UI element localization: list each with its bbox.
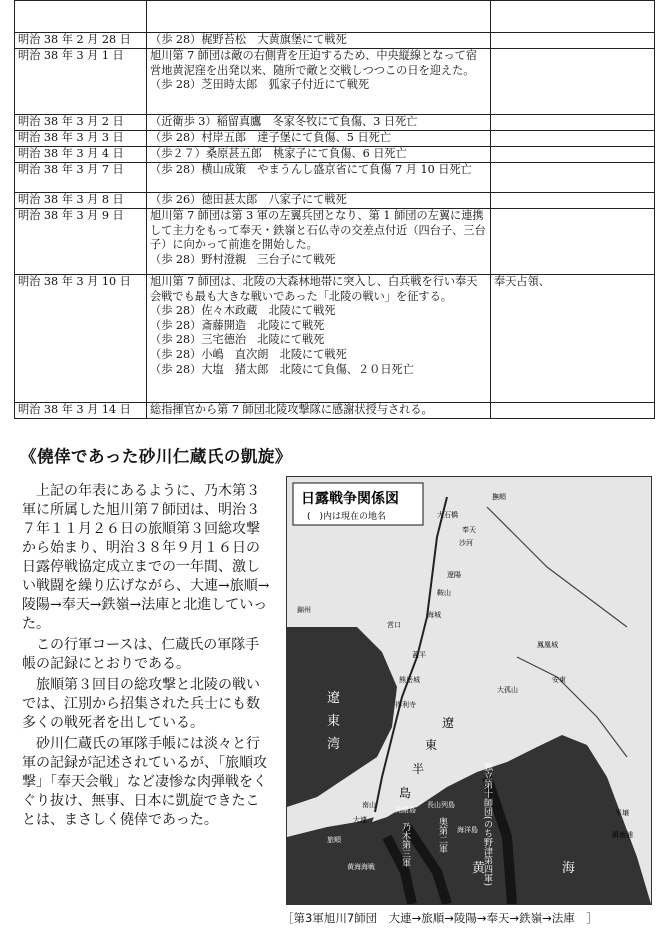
place-label: 鳳凰城 (537, 641, 558, 649)
date-cell: 明治 38 年 3 月 7 日 (15, 163, 147, 193)
body-text (22, 482, 272, 832)
events-cell: （歩 28）梶野苔松 大黄旗堡にて戦死 (147, 33, 491, 49)
paragraph: 旅順第３回目の総攻撃と北陵の戦いでは、江別から招集された兵士にも数多くの戦死者を出している。 (22, 677, 260, 731)
peninsula-label: 島 (399, 786, 412, 800)
army-label: 乃木第三軍 (400, 822, 410, 867)
table-row (15, 209, 655, 275)
sea-label: 湾 (327, 737, 341, 752)
sea-label: 海 (562, 861, 576, 876)
paragraph: この行軍コースは、仁蔵氏の軍隊手帳の記録にとおりである。 (22, 637, 260, 672)
peninsula-label: 半 (412, 762, 425, 776)
date-cell: 明治 38 年 3 月 1 日 (15, 49, 147, 115)
place-label: 蓋平 (412, 651, 426, 659)
place-label: 得利寺 (395, 701, 416, 709)
date-cell: 明治 38 年 2 月 28 日 (15, 33, 147, 49)
events-cell: （近衛歩 3）稲留真鷹 冬家冬牧にて負傷、3 日死亡 (147, 115, 491, 131)
place-label: 沙河 (459, 539, 473, 547)
table-row (15, 1, 655, 33)
events-cell: 総指揮官から第 7 師団北陵攻撃隊に感謝状授与される。 (147, 403, 491, 419)
war-map (286, 476, 652, 905)
remark-cell (491, 193, 655, 209)
date-cell: 明治 38 年 3 月 8 日 (15, 193, 147, 209)
place-label: 旅順 (327, 836, 341, 844)
date-cell: 明治 38 年 3 月 4 日 (15, 147, 147, 163)
events-cell: （歩 28）村岸五郎 達子堡にて負傷、5 日死亡 (147, 131, 491, 147)
table-row (15, 163, 655, 193)
place-label: 遼陽 (447, 571, 461, 579)
remark-cell (491, 115, 655, 131)
remark-cell (491, 209, 655, 275)
table-row (15, 275, 655, 403)
table-row (15, 147, 655, 163)
table-row (15, 193, 655, 209)
table-row (15, 33, 655, 49)
paragraph: 砂川仁蔵氏の軍隊手帳には淡々と行軍の記録が記述されているが、「旅順攻撃」「奉天会戦」など凄惨な肉弾戦をくぐり抜け、無事、日本に凱旋できたことは、まさしく僥倖であった。 (22, 736, 267, 828)
chronology-body (15, 1, 655, 419)
sea-label: 東 (327, 714, 341, 729)
events-cell (147, 1, 491, 33)
date-cell (15, 1, 147, 33)
place-label: 鞍山 (437, 589, 451, 597)
events-cell: （歩 28）横山成策 やまうんし盛京省にて負傷 7 月 10 日死亡 (147, 163, 491, 193)
events-cell: 旭川第 7 師団は、北陵の大森林地帯に突入し、白兵戦を行い奉天会戦でも最も大きな戦いであった「北陵の戦い」を征する。 （歩 28）佐々木政蔵 北陵にて戦死 （歩 28）斎藤開造 北陵にて戦死 （歩 28）三宅德治 北陵にて戦死 （歩 28）小嶋 直次朗 北陵にて戦死 （歩 28）大塩 猪太郎 北陵にて負傷、２０日死亡 (147, 275, 491, 403)
place-label: 奉天 (462, 526, 476, 534)
chronology-table (14, 0, 655, 419)
place-label: 長山列島 (427, 801, 455, 809)
events-cell: （歩 26）徳田甚太郎 八家子にて戦死 (147, 193, 491, 209)
war-map-svg (287, 477, 651, 904)
place-label: 撫順 (492, 493, 506, 501)
place-label: 熊岳城 (399, 676, 420, 684)
remark-cell (491, 33, 655, 49)
remark-cell (491, 49, 655, 115)
date-cell: 明治 38 年 3 月 9 日 (15, 209, 147, 275)
map-caption: ［第3軍旭川7師団 大連→旅順→陵陽→奉天→鉄嶺→法庫 ］ (282, 911, 598, 925)
sea-label: 遼 (327, 691, 341, 706)
date-cell: 明治 38 年 3 月 3 日 (15, 131, 147, 147)
place-label: 大連 (353, 816, 367, 824)
events-cell: 旭川第 7 師団は第 3 軍の左翼兵団となり、第 1 師団の左翼に連携して主力をもって奉天・鉄嶺と石仏寺の交差点付近（四台子、三台子）に向かって前進を開始した。 （歩 28）野村澄親 三台子にて戦死 (147, 209, 491, 275)
events-cell: 旭川第 7 師団は敵の右側背を圧迫するため、中央縦線となって宿営地黄泥窪を出発以来、随所で敵と交戦しつつこの日を迎えた。 （歩 28）芝田時太郎 狐家子付近にて戦死 (147, 49, 491, 115)
table-row (15, 115, 655, 131)
remark-cell (491, 1, 655, 33)
date-cell: 明治 38 年 3 月 10 日 (15, 275, 147, 403)
place-label: 光緒島 (395, 806, 416, 814)
section-title: 《僥倖であった砂川仁蔵氏の凱旋》 (20, 447, 292, 466)
table-row (15, 131, 655, 147)
place-label: 南山 (362, 801, 376, 809)
map-subtitle: ( )内は現在の地名 (307, 512, 387, 522)
table-row (15, 49, 655, 115)
place-label: 大孤山 (497, 686, 518, 694)
place-label: 黄海海戦 (347, 863, 375, 871)
paragraph: 上記の年表にあるように、乃木第３軍に所属した旭川第７師団は、明治３７年１１月２６日の旅順第３回総攻撃から始まり、明治３８年９月１６日の日露停戦協定成立までの一年間、激しい戦闘を繰り広げながら、大連→旅順→陵陽→奉天→鉄嶺→法庫と北進していった。 (22, 483, 270, 632)
remark-cell (491, 147, 655, 163)
place-label: 安東 (552, 676, 566, 684)
remark-cell: 奉天占領、 (491, 275, 655, 403)
map-title: 日露戦争関係図 (301, 491, 399, 507)
place-label: 錦州 (297, 606, 311, 614)
events-cell: （歩２７）桑原甚五郎 桃家子にて負傷、6 日死亡 (147, 147, 491, 163)
place-label: 大石橋 (437, 511, 458, 519)
place-label: 鎮南浦 (612, 831, 633, 839)
army-label: 独立第十師団(のち野津第四軍) (482, 762, 492, 887)
place-label: 平壌 (615, 809, 629, 817)
peninsula-label: 東 (425, 738, 438, 752)
table-row (15, 403, 655, 419)
place-label: 営口 (387, 621, 401, 629)
place-label: 海洋島 (457, 826, 478, 834)
remark-cell (491, 163, 655, 193)
peninsula-label: 遼 (442, 716, 455, 730)
army-label: 奥第二軍 (437, 817, 447, 853)
sea-label: 黄 (472, 861, 486, 876)
remark-cell (491, 403, 655, 419)
place-label: 海城 (427, 611, 441, 619)
date-cell: 明治 38 年 3 月 2 日 (15, 115, 147, 131)
date-cell: 明治 38 年 3 月 14 日 (15, 403, 147, 419)
remark-cell (491, 131, 655, 147)
